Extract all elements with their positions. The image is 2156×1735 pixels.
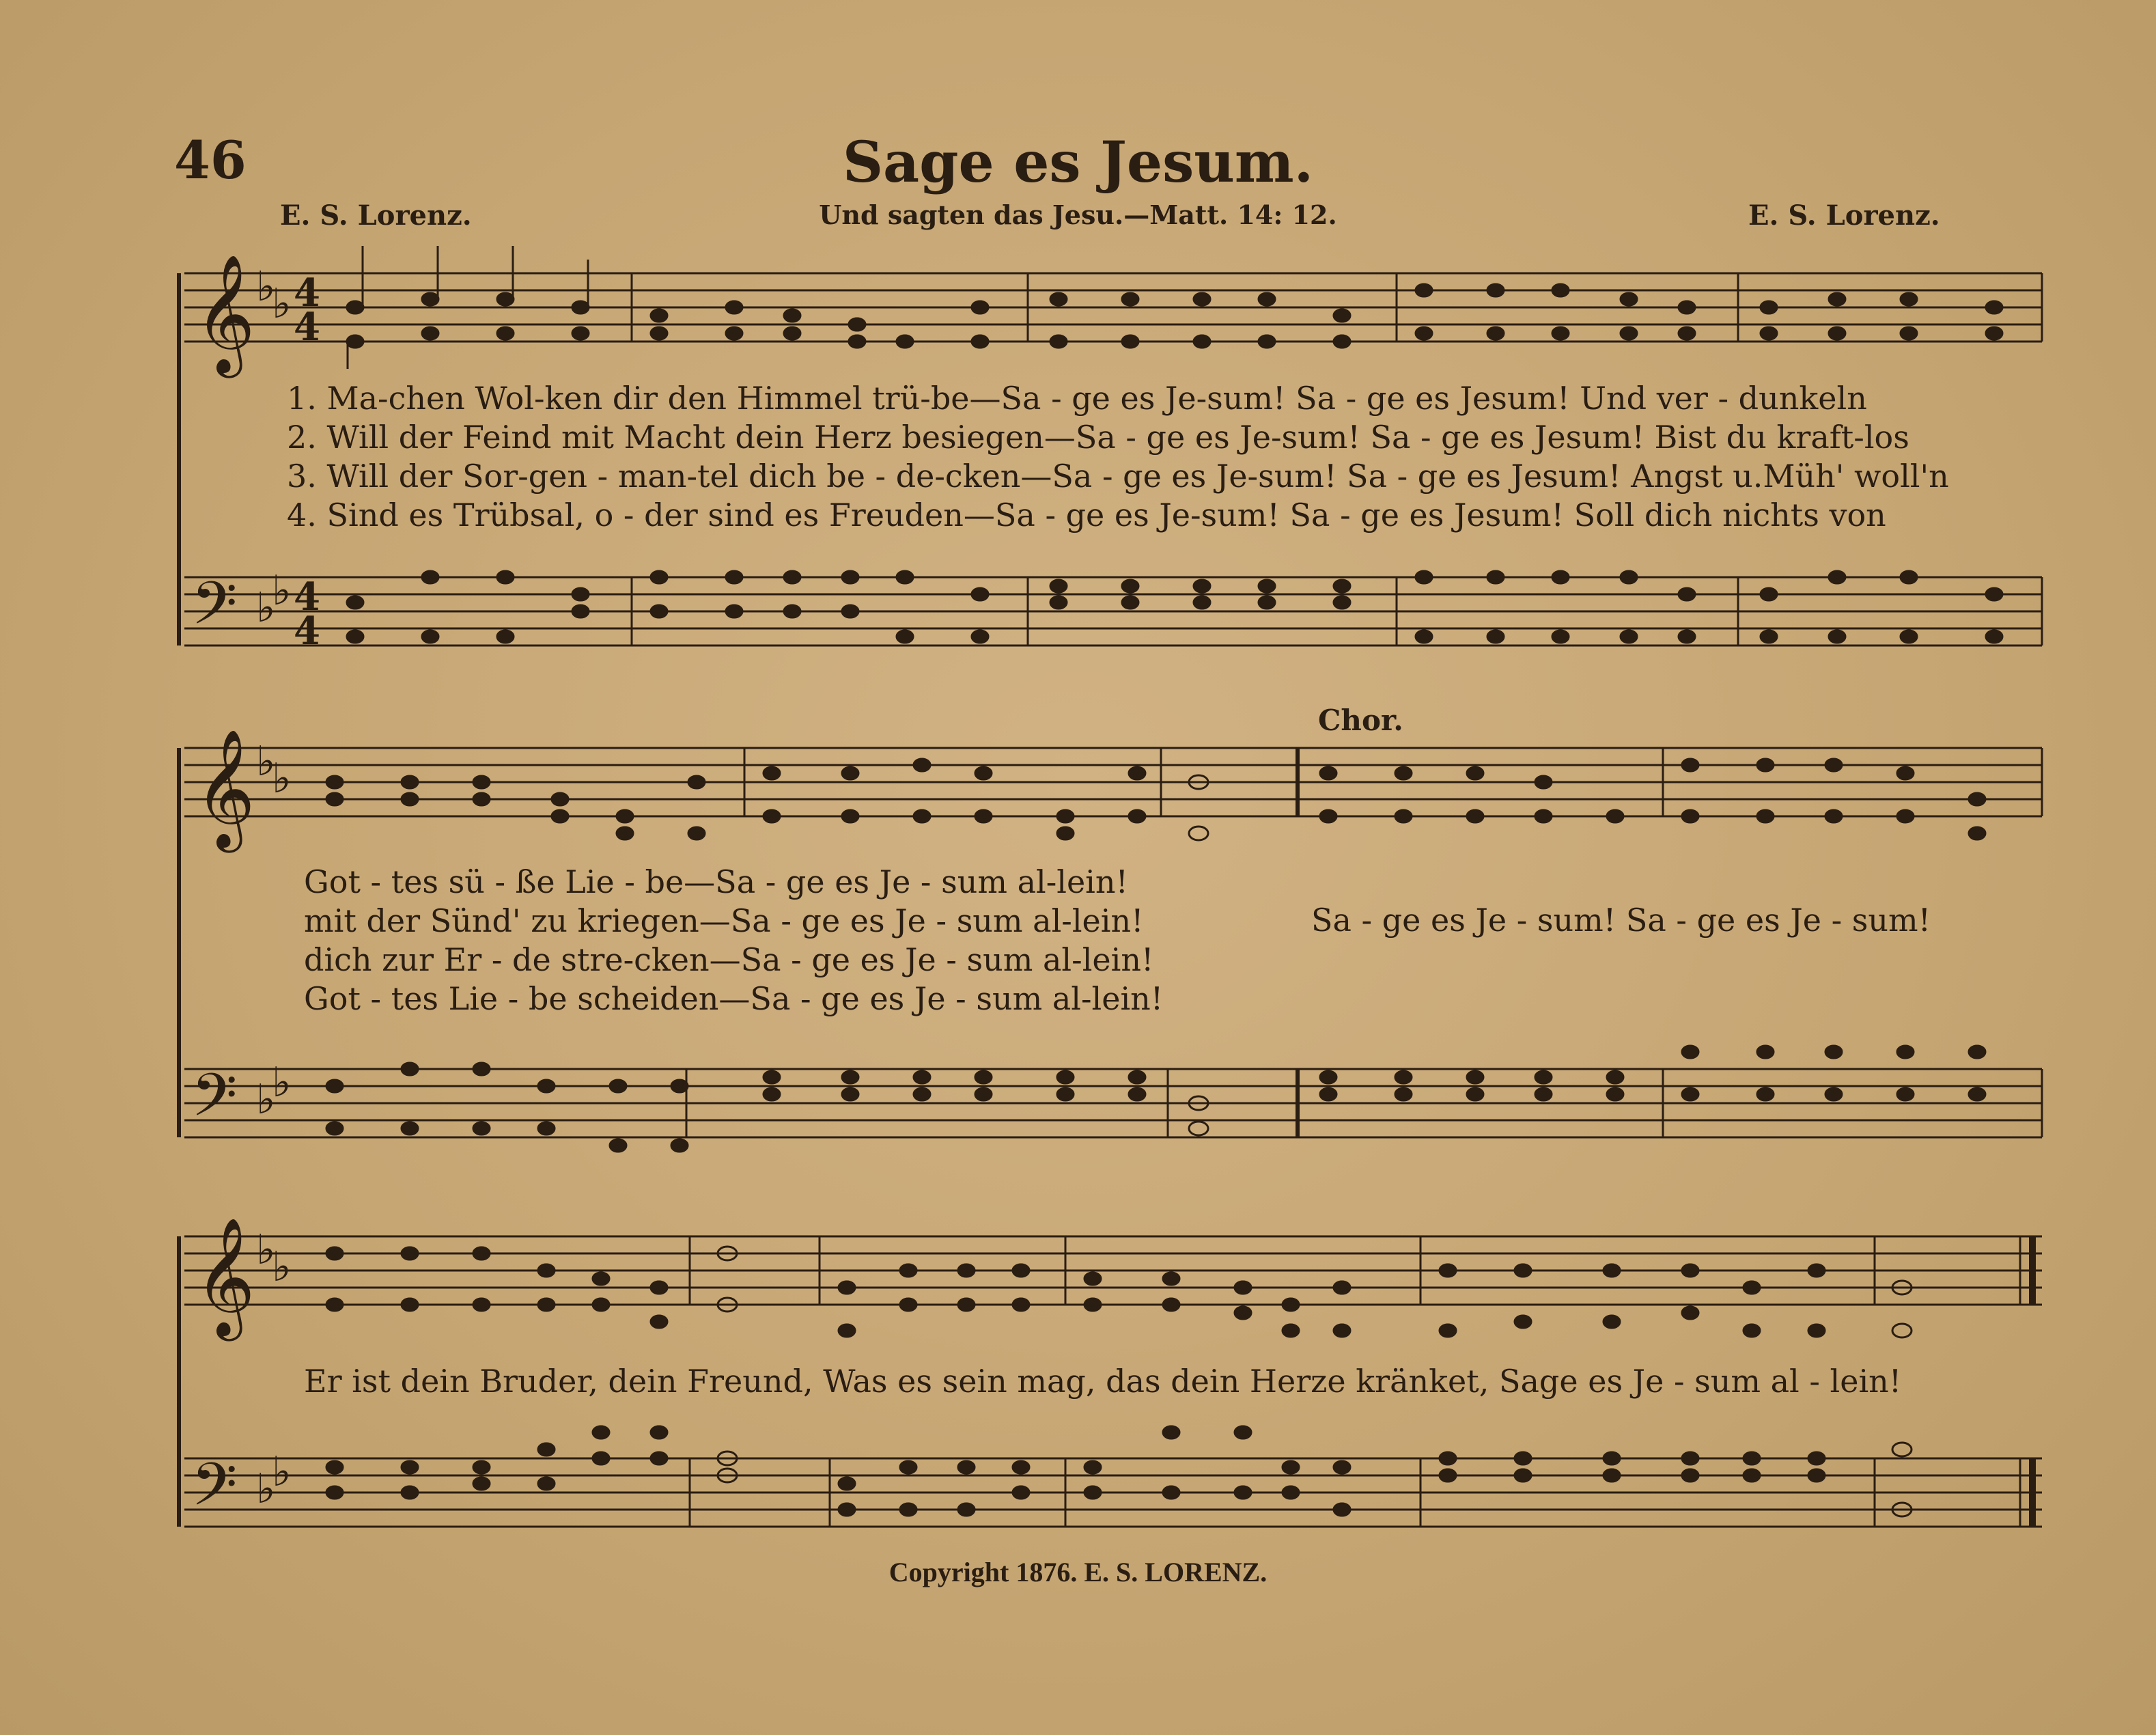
chorus-lyrics: Sa - ge es Je - sum! Sa - ge es Je - sum! xyxy=(1311,902,1931,939)
chorus-label: Chor. xyxy=(1318,704,1403,737)
bass-clef-icon: 𝄢 xyxy=(191,1061,238,1144)
bass-clef-icon: 𝄢 xyxy=(191,569,238,652)
time-signature-top: 4 xyxy=(294,574,320,620)
flat-icon: ♭ xyxy=(256,263,276,311)
treble-clef-icon: 𝄞 xyxy=(195,254,255,373)
verse-line: dich zur Er - de stre-cken—Sa - ge es Je - sum al-lein! xyxy=(304,941,1154,978)
staff-system-2-bass xyxy=(184,1069,2042,1137)
flat-icon: ♭ xyxy=(272,1448,292,1496)
staff-system-3-treble xyxy=(184,1236,2042,1305)
copyright-notice: Copyright 1876. E. S. LORENZ. xyxy=(888,1557,1268,1587)
flat-icon: ♭ xyxy=(272,1243,292,1291)
time-signature-top: 4 xyxy=(294,270,320,316)
bass-clef-icon: 𝄢 xyxy=(191,1450,238,1533)
treble-clef-icon: 𝄞 xyxy=(195,729,255,848)
hymn-title: Sage es Jesum. xyxy=(842,130,1314,195)
time-signature-bottom: 4 xyxy=(294,305,320,350)
page-number: 46 xyxy=(174,130,247,191)
time-signature-bottom: 4 xyxy=(294,609,320,654)
verse-line: 4. Sind es Trübsal, o - der sind es Freuden—Sa - ge es Je-sum! Sa - ge es Jesum! Soll dich nichts von xyxy=(287,497,1886,533)
flat-icon: ♭ xyxy=(272,755,292,803)
flat-icon: ♭ xyxy=(272,1059,292,1107)
composer-credit-left: E. S. Lorenz. xyxy=(280,199,472,232)
chorus-lyrics-final: Er ist dein Bruder, dein Freund, Was es sein mag, das dein Herze kränket, Sage es Je - sum al - lein! xyxy=(304,1363,1902,1400)
flat-icon: ♭ xyxy=(256,584,276,632)
staff-system-3-bass xyxy=(184,1458,2042,1527)
verse-lyrics-system-2 xyxy=(304,863,1163,1018)
notes-bass-1 xyxy=(347,571,2002,643)
flat-icon: ♭ xyxy=(256,1076,276,1124)
flat-icon: ♭ xyxy=(256,1465,276,1513)
flat-icon: ♭ xyxy=(256,1226,276,1274)
verse-line: 3. Will der Sor-gen - man-tel dich be - de-cken—Sa - ge es Je-sum! Sa - ge es Jesum! Angst u.Müh' woll'n xyxy=(287,458,1949,495)
verse-line: 2. Will der Feind mit Macht dein Herz besiegen—Sa - ge es Je-sum! Sa - ge es Jesum! Bist du kraft-los xyxy=(287,419,1909,456)
flat-icon: ♭ xyxy=(272,280,292,328)
verse-lyrics-system-1 xyxy=(287,379,1949,535)
scripture-reference: Und sagten das Jesu.—Matt. 14: 12. xyxy=(819,199,1337,230)
verse-line: Got - tes sü - ße Lie - be—Sa - ge es Je - sum al-lein! xyxy=(304,863,1129,900)
treble-clef-icon: 𝄞 xyxy=(195,1217,255,1336)
flat-icon: ♭ xyxy=(272,567,292,615)
verse-line: Got - tes Lie - be scheiden—Sa - ge es Je - sum al-lein! xyxy=(304,980,1164,1017)
verse-line: 1. Ma-chen Wol-ken dir den Himmel trü-be—Sa - ge es Je-sum! Sa - ge es Jesum! Und ver - dunkeln xyxy=(287,380,1867,417)
flat-icon: ♭ xyxy=(256,738,276,786)
composer-credit-right: E. S. Lorenz. xyxy=(1748,199,1940,232)
verse-line: mit der Sünd' zu kriegen—Sa - ge es Je - sum al-lein! xyxy=(304,902,1144,939)
